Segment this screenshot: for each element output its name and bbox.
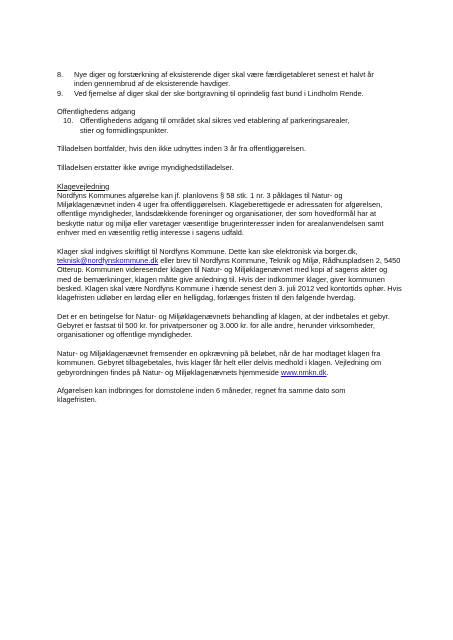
complaint-text-end: eller brev til Nordfyns Kommune, Teknik og Miljø, Rådhuspladsen 2, 5450 Otterup. Kommunen videresender klagen til Natur- og Miljøklagenævnet med kopi af sagens akter og med de bemærkninger, klagen måtte give anledning til. Hvis der indkommer klager, giver kommunen besked. Klagen skal være Nordfyns Kommune i hænde senest den 3. juli 2012 ved kontortids ophør. Hvis klagefristen udløber en lørdag eller en helligdag, forlænges fristen til den følgende hverdag. [57, 255, 402, 303]
court-paragraph: Afgørelsen kan indbringes for domstolene inden 6 måneder, regnet fra samme dato som klagefristen. [57, 386, 346, 405]
replace-paragraph: Tilladelsen erstatter ikke øvrige myndighedstilladelser. [57, 162, 234, 172]
guide-paragraph: Nordfyns Kommunes afgørelse kan jf. planlovens § 58 stk. 1 nr. 3 påklages til Natur- og Miljøklagenævnet inden 4 uger fra offentliggørelsen. Klageberettigede er adressaten for afgørelsen, offentlige myndigheder, landsdækkende foreninger og organisationer, der som hovedformål har at beskytte natur og miljø eller varetager væsentlige brugerinteresser inden for arealanvendelsen samt enhver med en væsentlig retlig interesse i sagens udfald. [57, 190, 384, 238]
list-text: Nye diger og forstærkning af eksisterende diger skal være færdigetableret senest et halvt år inden gennembrud af de eksisterende havdiger. [74, 70, 374, 89]
lapse-paragraph: Tilladelsen bortfalder, hvis den ikke udnyttes inden 3 år fra offentliggørelsen. [57, 144, 306, 154]
complaint-text-start: Klager skal indgives skriftligt til Nordfyns Kommune. Dette kan ske elektronisk via borger.dk, [57, 246, 358, 256]
document-page [57, 70, 402, 405]
list-text: Offentlighedens adgang til området skal sikres ved etablering af parkeringsarealer, stier og formidlingspunkter. [80, 116, 350, 135]
list-number: 9. [57, 88, 64, 98]
refund-text-end: . [326, 367, 329, 377]
email-link[interactable]: teknisk@nordfynskommune.dk [57, 255, 159, 265]
fee-paragraph: Det er en betingelse for Natur- og Miljøklagenævnets behandling af klagen, at der indbetales et gebyr. Gebyret er fastsat til 500 kr. for privatpersoner og 3.000 kr. for alle andre, herunder virksomheder, organisationer og offentlige myndigheder. [57, 311, 390, 340]
access-heading: Offentlighedens adgang [57, 107, 136, 117]
list-item [63, 116, 360, 135]
conditions-list [57, 70, 402, 98]
refund-paragraph [57, 349, 402, 377]
list-item [57, 70, 379, 89]
guide-heading: Klagevejledning [57, 181, 110, 191]
refund-text-start: Natur- og Miljøklagenævnet fremsender en opkrævning på beløbet, når de har modtaget klagen fra kommunen. Gebyret tilbagebetales, hvis klager får helt eller delvis medhold i klagen. Vejledning om gebyrordningen findes på Natur- og Miljøklagenævnets hjemmeside [57, 348, 382, 377]
access-list [63, 116, 402, 135]
website-link[interactable]: www.nmkn.dk [280, 367, 327, 377]
list-item [57, 89, 379, 98]
list-number: 8. [57, 70, 64, 79]
complaint-paragraph [57, 247, 402, 303]
list-number: 10. [63, 116, 74, 126]
list-text: Ved fjernelse af diger skal der ske bortgravning til oprindelig fast bund i Lindholm Rende. [74, 88, 364, 98]
